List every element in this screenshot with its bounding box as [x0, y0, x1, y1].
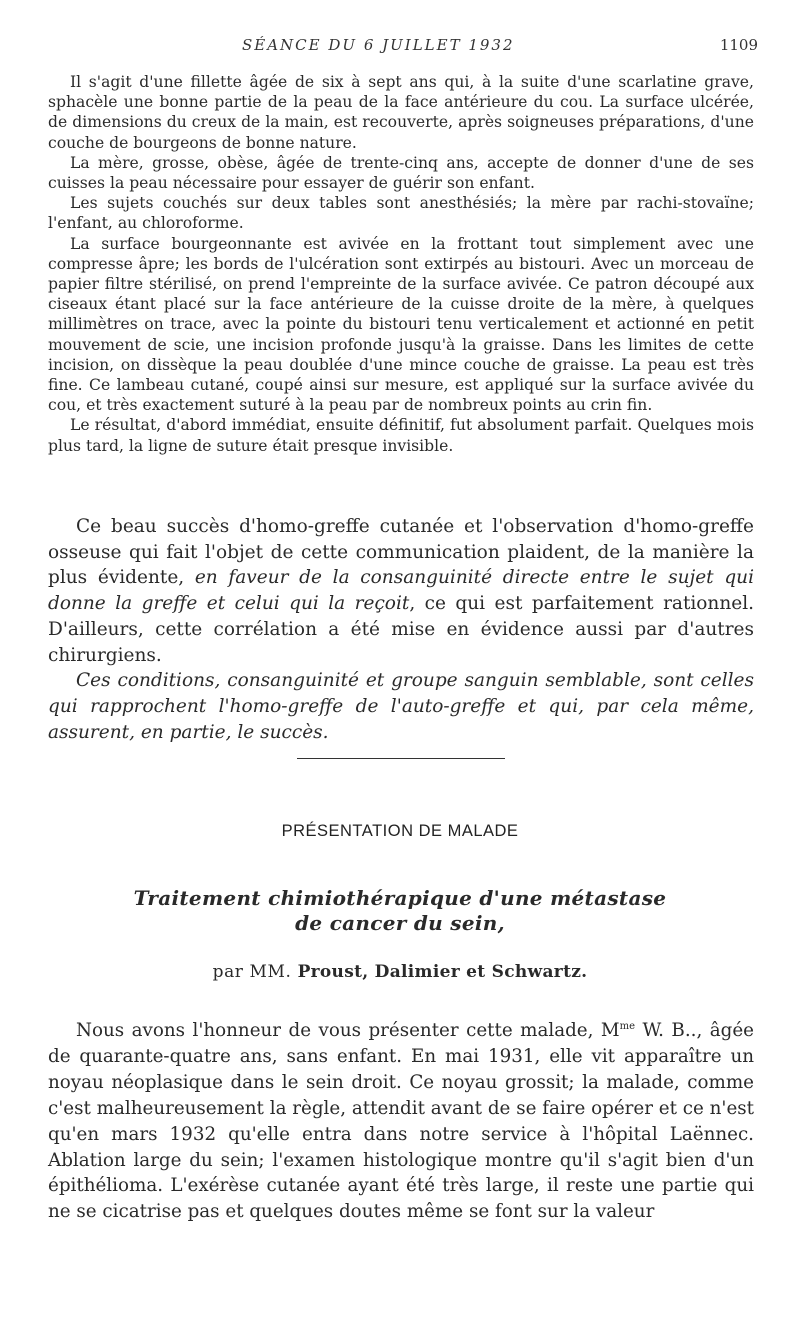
case-paragraph-5: Le résultat, d'abord immédiat, ensuite définitif, fut absolument parfait. Quelques mois plus tard, la ligne de suture était presque invisible.: [48, 416, 754, 455]
case-paragraph-3: Les sujets couchés sur deux tables sont anesthésiés; la mère par rachi-stovaïne; l'enfant, au chloroforme.: [48, 194, 754, 233]
section-heading: PRÉSENTATION DE MALADE: [281, 822, 519, 840]
case-paragraph-2: La mère, grosse, obèse, âgée de trente-cinq ans, accepte de donner d'une de ses cuisses la peau nécessaire pour essayer de guérir son enfant.: [48, 153, 754, 193]
article-title-line-1: Traitement chimiothérapique d'une métastase: [133, 886, 667, 910]
conclusion: [48, 514, 754, 745]
page-number: 1109: [719, 36, 758, 54]
section-divider: [297, 758, 505, 759]
case-paragraph-4: La surface bourgeonnante est avivée en la frottant tout simplement avec une compresse âpre; les bords de l'ulcération sont extirpés au bistouri. Avec un morceau de papier filtre stérilisé, on prend l'empreinte de la surface avivée. Ce patron découpé aux ciseaux étant placé sur la face antérieure de la cuisse droite de la mère, à quelques millimètres on trace, avec la pointe du bistouri tenu verticalement et actionné en petit mouvement de scie, une incision profonde jusqu'à la graisse. Dans les limites de cette incision, on dissèque la peau doublée d'une mince couche de graisse. La peau est très fine. Ce lambeau cutané, coupé ainsi sur mesure, est appliqué sur la surface avivée du cou, et très exactement suturé à la peau par de nombreux points au crin fin.: [48, 234, 754, 415]
case-report: [48, 72, 754, 456]
authors-prefix: par MM.: [212, 962, 298, 982]
article-authors: [0, 962, 800, 982]
article-title-line-2: de cancer du sein,: [295, 911, 505, 935]
conclusion-emphasis: en faveur de la consanguinité directe entre le sujet qui donne la greffe et celui qui la reçoit: [48, 567, 754, 615]
body-text-start: Nous avons l'honneur de vous présenter cette malade, M: [76, 1020, 620, 1041]
conclusion-paragraph-1: [48, 514, 754, 668]
conclusion-text-end: , ce qui est parfaitement rationnel. D'ailleurs, cette corrélation a été mise en évidence aussi par d'autres chirurgiens.: [48, 593, 755, 666]
body-text-end: W. B.., âgée de quarante-quatre ans, sans enfant. En mai 1931, elle vit apparaître un noyau néoplasique dans le sein droit. Ce noyau grossit; la malade, comme c'est malheureusement la règle, attendit avant de se faire opérer et ce n'est qu'en mars 1932 qu'elle entra dans notre service à l'hôpital Laënnec. Ablation large du sein; l'examen histologique montre qu'il s'agit bien d'un épithélioma. L'exérèse cutanée ayant été très large, il reste une partie qui ne se cicatrise pas et quelques doutes même se font sur la valeur: [48, 1020, 754, 1223]
conclusion-text-start: Ce beau succès d'homo-greffe cutanée et l'observation d'homo-greffe osseuse qui fait l'objet de cette communication plaident, de la manière la plus évidente,: [48, 516, 754, 589]
authors-names: Proust, Dalimier et Schwartz.: [297, 962, 588, 982]
title-abbreviation-superscript: me: [619, 1021, 636, 1032]
article-body: [48, 1018, 754, 1225]
running-head-title: SÉANCE DU 6 JUILLET 1932: [242, 36, 515, 54]
article-title: [0, 886, 800, 936]
conclusion-italic-statement: Ces conditions, consanguinité et groupe sanguin semblable, sont celles qui rapprochent l'homo-greffe de l'auto-greffe et qui, par cela même, assurent, en partie, le succès.: [48, 670, 754, 743]
body-paragraph: [48, 1018, 754, 1225]
running-head: [0, 36, 800, 58]
case-paragraph-1: Il s'agit d'une fillette âgée de six à sept ans qui, à la suite d'une scarlatine grave, sphacèle une bonne partie de la peau de la face antérieure du cou. La surface ulcérée, de dimensions du creux de la main, est recouverte, après soigneuses préparations, d'une couche de bourgeons de bonne nature.: [48, 73, 754, 152]
conclusion-paragraph-2: [48, 668, 754, 745]
